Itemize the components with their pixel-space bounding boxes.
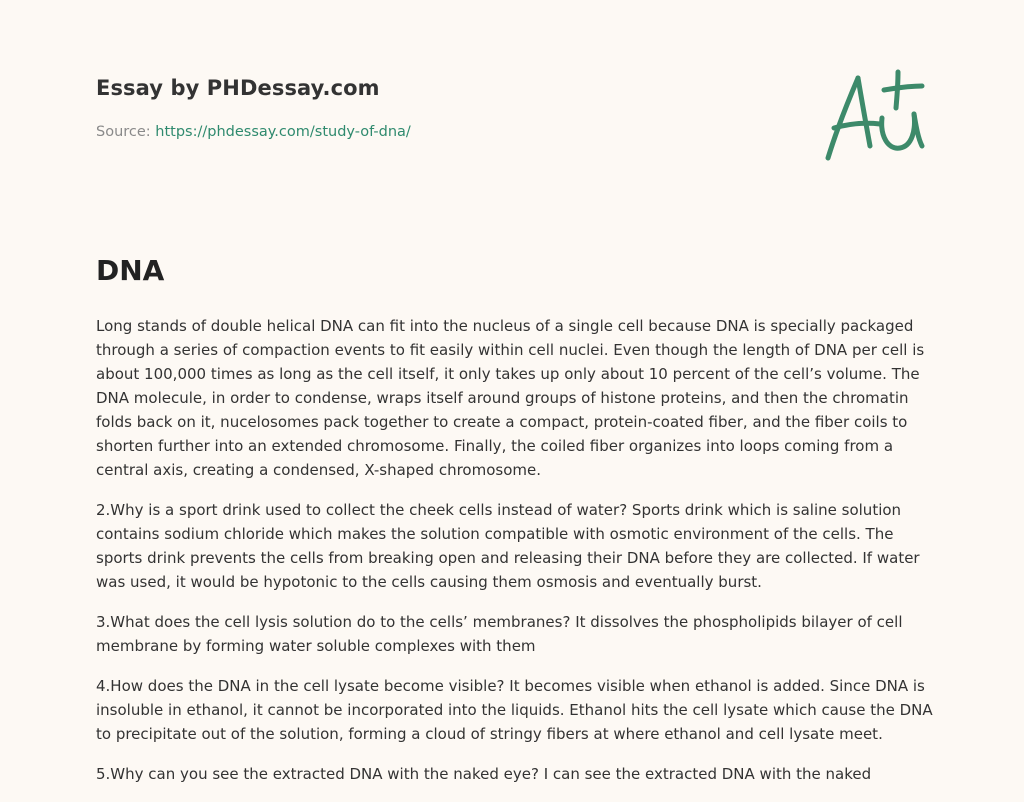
essay-paragraph: Long stands of double helical DNA can fit into the nucleus of a single cell because DNA is specially packaged through a series of compaction events to fit easily within cell nuclei. Even though the length of DNA per cell is about 100,000 times as long as the cell itself, it only takes up only about 10 percent of the cell’s volume. The DNA molecule, in order to condense, wraps itself around groups of histone proteins, and then the chromatin folds back on it, nucelosomes pack together to create a compact, protein-coated fiber, and the fiber coils to shorten further into an extended chromosome. Finally, the coiled fiber organizes into loops coming from a central axis, creating a condensed, X-shaped chromosome. [96, 317, 925, 479]
source-line [96, 124, 411, 140]
essay-paragraph: 4.How does the DNA in the cell lysate become visible? It becomes visible when ethanol is added. Since DNA is insoluble in ethanol, it cannot be incorporated into the liquids. Ethanol hits the cell lysate which cause the DNA to precipitate out of the solution, forming a cloud of stringy fibers at where ethanol and cell lysate meet. [96, 677, 933, 743]
source-label: Source: [96, 124, 156, 140]
a-plus-logo-icon [818, 66, 930, 168]
essay-title: DNA [96, 254, 165, 287]
essay-paragraph: 5.Why can you see the extracted DNA with the naked eye? I can see the extracted DNA with the naked [96, 765, 872, 783]
site-brand: Essay by PHDessay.com [96, 76, 380, 100]
essay-paragraph: 3.What does the cell lysis solution do to the cells’ membranes? It dissolves the phospholipids bilayer of cell membrane by forming water soluble complexes with them [96, 613, 903, 655]
essay-body [96, 314, 936, 802]
essay-paragraph: 2.Why is a sport drink used to collect the cheek cells instead of water? Sports drink which is saline solution contains sodium chloride which makes the solution compatible with osmotic environment of the cells. The sports drink prevents the cells from breaking open and releasing their DNA before they are collected. If water was used, it would be hypotonic to the cells causing them osmosis and eventually burst. [96, 501, 920, 591]
source-link[interactable]: https://phdessay.com/study-of-dna/ [155, 124, 411, 140]
